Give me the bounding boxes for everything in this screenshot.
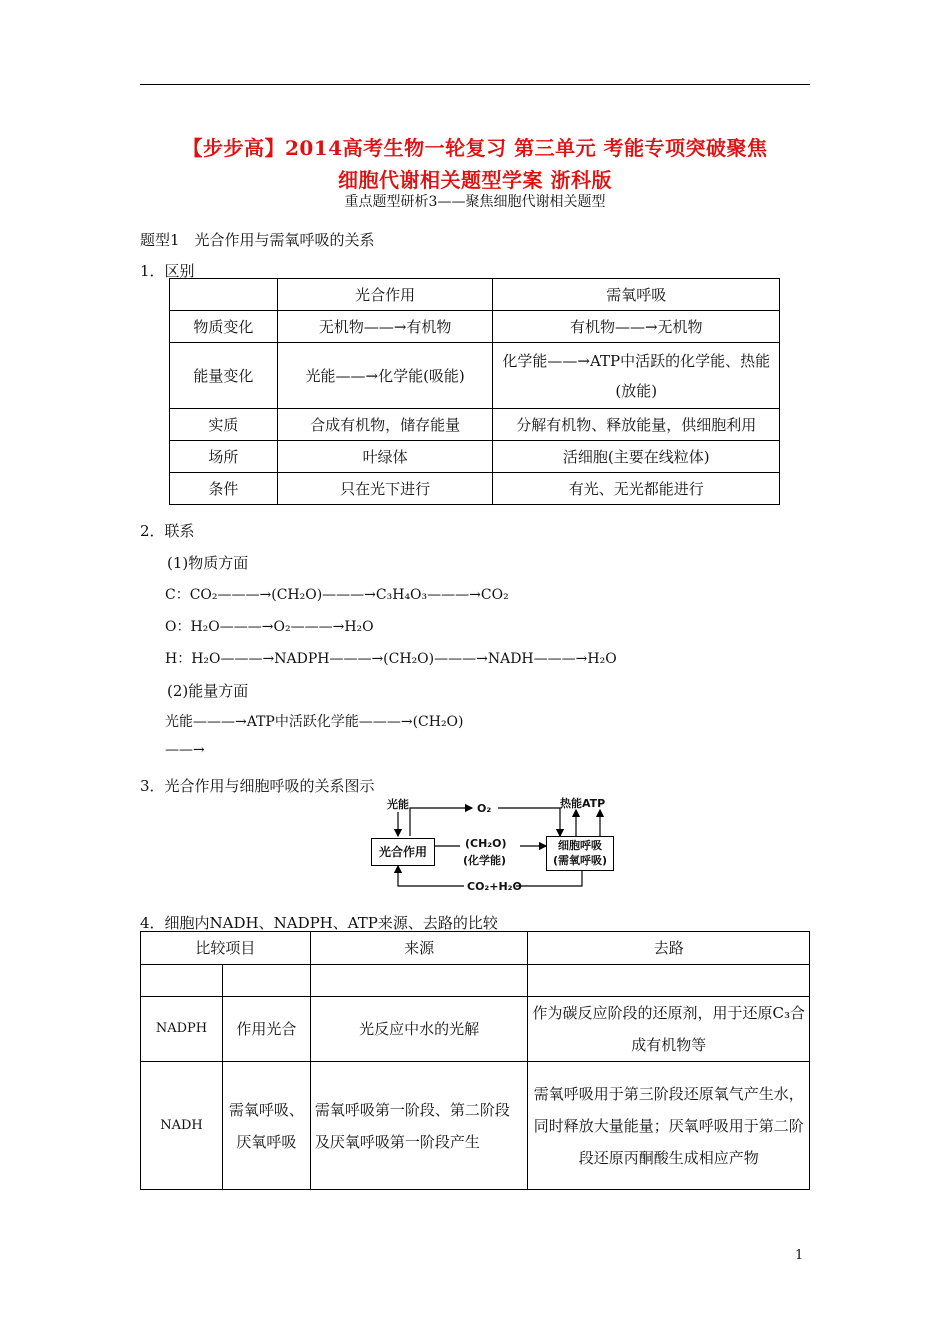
table-row (141, 1062, 810, 1190)
table-cell: 化学能——→ATP中活跃的化学能、热能(放能) (493, 343, 780, 409)
table-header-row (170, 279, 780, 311)
carbon-pathway: C：CO₂———→(CH₂O)———→C₃H₄O₃———→CO₂ (165, 587, 509, 603)
comparison-table (169, 278, 780, 505)
type1-heading: 题型1 光合作用与需氧呼吸的关系 (140, 231, 375, 249)
hydrogen-pathway: H：H₂O———→NADPH———→(CH₂O)———→NADH———→H₂O (165, 651, 617, 667)
table-cell: 叶绿体 (277, 441, 493, 473)
table-row (141, 965, 810, 997)
table-cell (310, 965, 528, 997)
table-cell: 去路 (528, 932, 810, 965)
table-cell: 光能——→化学能(吸能) (277, 343, 493, 409)
table-cell: 能量变化 (170, 343, 278, 409)
table-cell: 光合作用 (277, 279, 493, 311)
diagram-chemical-energy-label: (化学能) (463, 854, 507, 867)
table-cell: 合成有机物，储存能量 (277, 409, 493, 441)
table-cell: 来源 (310, 932, 528, 965)
table-cell: 只在光下进行 (277, 473, 493, 505)
table-cell: 场所 (170, 441, 278, 473)
diagram-heat-atp-label: 热能ATP (560, 797, 606, 810)
table-cell: 需氧呼吸第一阶段、第二阶段及厌氧呼吸第一阶段产生 (310, 1062, 528, 1190)
table-row (170, 473, 780, 505)
diagram-respiration-title: 细胞呼吸 (558, 839, 602, 852)
section-2-heading: 2．联系 (140, 522, 195, 540)
table-cell (222, 965, 310, 997)
table-cell: NADH (141, 1062, 223, 1190)
section-4-heading: 4．细胞内NADH、NADPH、ATP来源、去路的比较 (140, 914, 498, 932)
diagram-photosynthesis-box: 光合作用 (371, 838, 435, 866)
diagram-respiration-box (546, 836, 614, 871)
table-row (170, 343, 780, 409)
table-row (170, 409, 780, 441)
table-cell (170, 279, 278, 311)
diagram-respiration-subtitle: (需氧呼吸) (552, 854, 608, 867)
table-row (141, 997, 810, 1062)
section-2-2-heading: (2)能量方面 (167, 682, 249, 700)
table-cell: 需氧呼吸 (493, 279, 780, 311)
energy-pathway-continued: ——→ (165, 742, 205, 758)
section-2-1-heading: (1)物质方面 (167, 554, 249, 572)
diagram-co2-h2o-label: CO₂+H₂O (467, 880, 522, 893)
table-cell: NADPH (141, 997, 223, 1062)
table-cell: 作用光合 (222, 997, 310, 1062)
table-cell: 条件 (170, 473, 278, 505)
header-rule (140, 84, 810, 85)
doc-subtitle: 重点题型研析3——聚焦细胞代谢相关题型 (344, 194, 606, 210)
table-cell: 有机物——→无机物 (493, 311, 780, 343)
table-header-row (141, 932, 810, 965)
diagram-o2-label: O₂ (477, 802, 492, 815)
table-cell: 需氧呼吸、厌氧呼吸 (222, 1062, 310, 1190)
energy-pathway: 光能———→ATP中活跃化学能———→(CH₂O) (165, 714, 464, 730)
table-cell (528, 965, 810, 997)
table-cell: 无机物——→有机物 (277, 311, 493, 343)
section-1-heading: 1．区别 (140, 262, 195, 280)
table-cell: 作为碳反应阶段的还原剂，用于还原C₃合成有机物等 (528, 997, 810, 1062)
doc-title-line2: 细胞代谢相关题型学案 浙科版 (338, 168, 612, 192)
relationship-diagram (360, 794, 622, 894)
doc-title-line1: 【步步高】2014高考生物一轮复习 第三单元 考能专项突破聚焦 (182, 136, 768, 160)
nadh-comparison-table (140, 931, 810, 1190)
table-row (170, 311, 780, 343)
table-cell (141, 965, 223, 997)
table-cell: 实质 (170, 409, 278, 441)
table-cell: 比较项目 (141, 932, 311, 965)
table-cell: 活细胞(主要在线粒体) (493, 441, 780, 473)
table-cell: 有光、无光都能进行 (493, 473, 780, 505)
table-cell: 分解有机物、释放能量，供细胞利用 (493, 409, 780, 441)
diagram-ch2o-label: (CH₂O) (465, 837, 507, 850)
page-number: 1 (795, 1248, 804, 1263)
table-cell: 物质变化 (170, 311, 278, 343)
table-cell: 光反应中水的光解 (310, 997, 528, 1062)
table-row (170, 441, 780, 473)
oxygen-pathway: O：H₂O———→O₂———→H₂O (165, 619, 374, 635)
diagram-light-label: 光能 (387, 798, 409, 811)
table-cell: 需氧呼吸用于第三阶段还原氧气产生水，同时释放大量能量；厌氧呼吸用于第二阶段还原丙酮酸生成相应产物 (528, 1062, 810, 1190)
section-3-heading: 3．光合作用与细胞呼吸的关系图示 (140, 777, 375, 795)
